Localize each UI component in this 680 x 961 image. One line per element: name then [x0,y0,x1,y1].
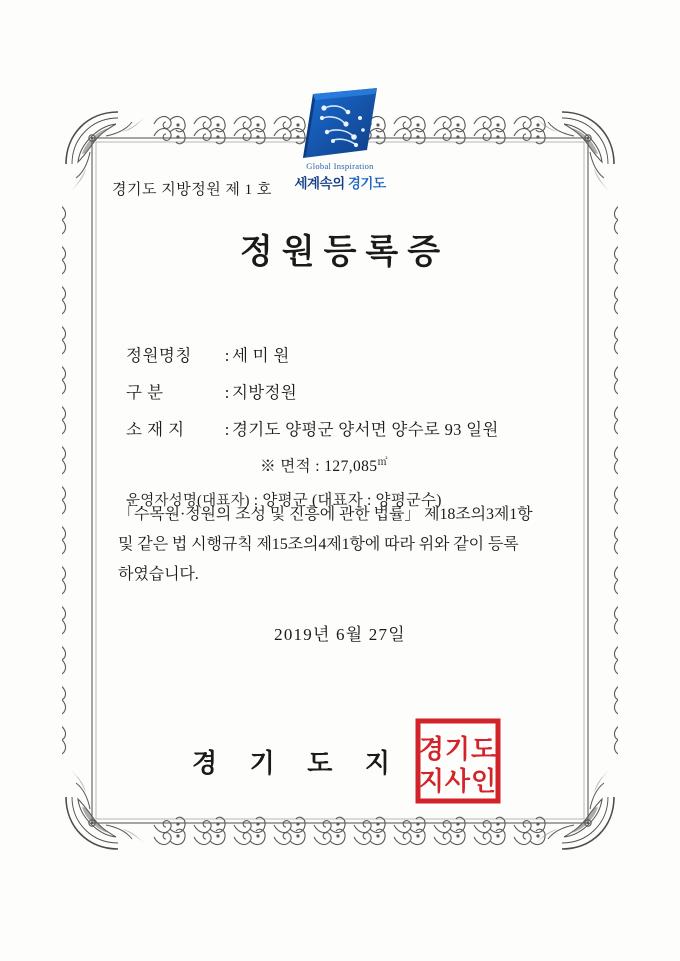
operator-label: 운영자성명(대표자) [126,493,250,510]
field-row [126,416,556,440]
field-separator: : [224,383,230,402]
logo-tagline-prefix: 세계속의 [294,176,348,191]
field-label-garden-name: 정원명칭 [126,346,192,365]
logo-tagline-korean [0,172,680,192]
signer-title: 경 기 도 지 [192,748,403,778]
field-separator: : [224,346,230,365]
logo-tagline-accent: 경기도 [347,176,386,191]
operator-value: 양평군 (대표자 : 양평군수) [262,492,442,510]
area-unit: ㎡ [377,457,388,468]
field-separator: : [224,420,230,439]
field-value-location: 경기도 양평군 양서면 양수로 93 일원 [232,420,499,439]
gyeonggi-do-logo-icon [299,88,381,160]
body-line-3: 하였습니다. [118,566,199,583]
field-label-classification: 구 분 [126,383,164,402]
issue-date: 2019년 6월 27일 [274,625,406,644]
svg-text:지사인: 지사인 [418,766,498,796]
gyeonggi-governor-seal-icon [415,718,501,804]
area-text: ※ 면적 : 127,085 [260,458,378,476]
operator-separator: : [253,492,259,510]
field-list [126,342,556,510]
body-line-2: 및 같은 법 시행규칙 제15조의4제1항에 따라 위와 같이 등록 [118,536,519,553]
field-row [126,342,556,366]
logo-tagline-english: Global Inspiration [306,161,374,171]
body-paragraph [118,500,566,590]
field-row [126,379,556,403]
page-title: 정원등록증 [239,234,450,271]
gyeonggi-logo-block [0,88,680,192]
field-label-location: 소 재 지 [126,420,185,439]
field-value-classification: 지방정원 [232,383,297,402]
field-value-garden-name: 세 미 원 [232,346,290,365]
document-number: 경기도 지방정원 제 1 호 [112,182,272,198]
svg-text:경기도: 경기도 [418,734,498,764]
body-line-1: 「수목원·정원의 조성 및 진흥에 관한 법률」 제18조의3제1항 [118,506,533,523]
signature-block [0,718,680,804]
area-line [126,453,556,476]
